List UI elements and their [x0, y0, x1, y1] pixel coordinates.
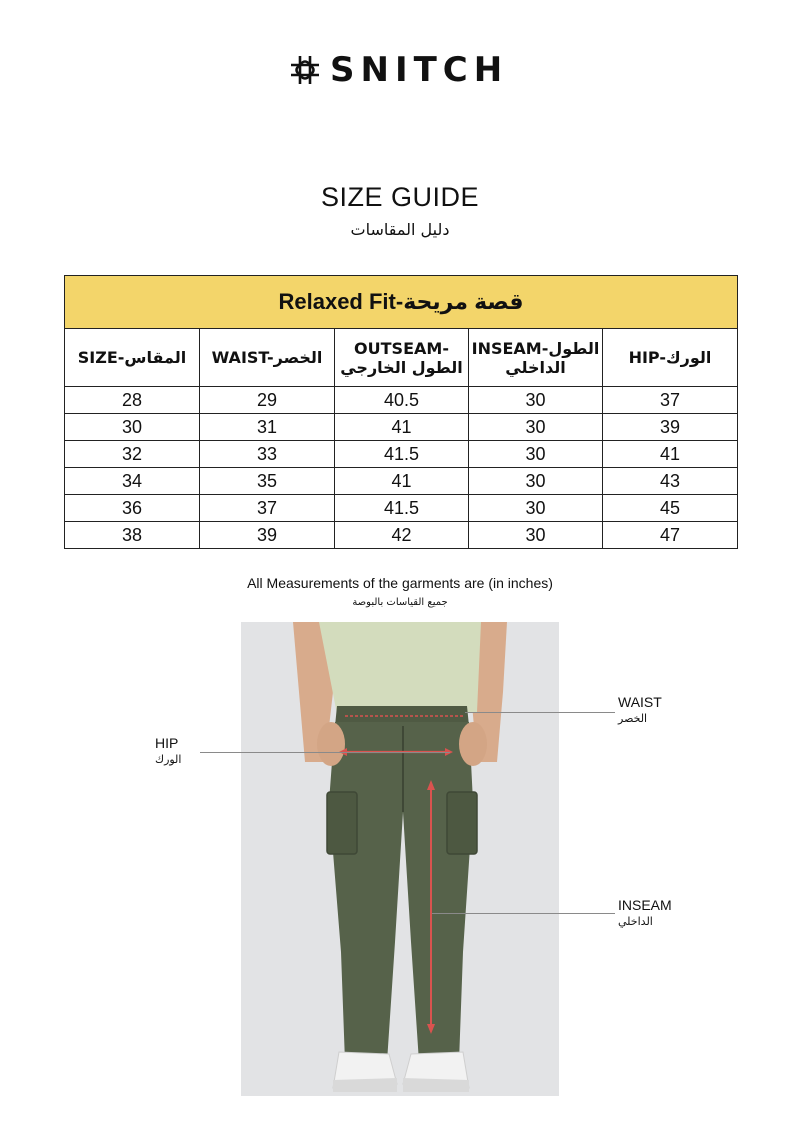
measurement-note-arabic: جميع القياسات بالبوصة	[352, 597, 448, 608]
cell-hip: 39	[603, 414, 738, 441]
fit-label: Relaxed Fit-قصة مريحة	[65, 276, 738, 329]
model-photo	[241, 622, 559, 1096]
cargo-pants-illustration	[241, 622, 559, 1096]
cell-hip: 37	[603, 387, 738, 414]
column-header-size: SIZE-المقاس	[65, 329, 200, 387]
brand-logo	[288, 50, 512, 90]
cell-size: 34	[65, 468, 200, 495]
cell-size: 30	[65, 414, 200, 441]
inseam-callout	[618, 897, 672, 928]
cell-outseam: 42	[335, 522, 469, 549]
hip-label-arabic: الورك	[155, 753, 182, 766]
table-row	[65, 495, 738, 522]
cell-outseam: 40.5	[335, 387, 469, 414]
page-title: SIZE GUIDE	[320, 182, 480, 212]
waist-label: WAIST	[618, 694, 662, 710]
measurement-note: All Measurements of the garments are (in inches)	[247, 575, 553, 591]
table-row	[65, 387, 738, 414]
cell-waist: 29	[200, 387, 335, 414]
column-header-inseam: INSEAM-الطول الداخلي	[469, 329, 603, 387]
cell-hip: 47	[603, 522, 738, 549]
column-header-hip: HIP-الورك	[603, 329, 738, 387]
cell-hip: 41	[603, 441, 738, 468]
table-row	[65, 468, 738, 495]
waist-label-arabic: الخصر	[618, 712, 648, 725]
page-subtitle: دليل المقاسات	[350, 220, 450, 239]
cell-waist: 31	[200, 414, 335, 441]
cell-outseam: 41	[335, 414, 469, 441]
cell-outseam: 41	[335, 468, 469, 495]
inseam-label: INSEAM	[618, 897, 672, 913]
cell-waist: 37	[200, 495, 335, 522]
hip-callout	[155, 735, 181, 766]
table-row	[65, 414, 738, 441]
column-header-outseam: OUTSEAM- الطول الخارجي	[335, 329, 469, 387]
cell-inseam: 30	[469, 441, 603, 468]
brand-name: SNITCH	[330, 50, 509, 90]
table-row	[65, 522, 738, 549]
cell-hip: 45	[603, 495, 738, 522]
cell-size: 32	[65, 441, 200, 468]
table-row	[65, 441, 738, 468]
cell-size: 38	[65, 522, 200, 549]
cell-hip: 43	[603, 468, 738, 495]
cell-inseam: 30	[469, 495, 603, 522]
cell-outseam: 41.5	[335, 441, 469, 468]
cell-waist: 39	[200, 522, 335, 549]
column-header-waist: WAIST-الخصر	[200, 329, 335, 387]
cell-waist: 33	[200, 441, 335, 468]
hash-grid-logo-icon	[288, 53, 322, 87]
waist-callout	[618, 694, 662, 725]
cell-inseam: 30	[469, 522, 603, 549]
hip-label: HIP	[155, 735, 179, 751]
cell-size: 28	[65, 387, 200, 414]
waist-leader-line	[465, 712, 615, 713]
cell-size: 36	[65, 495, 200, 522]
cell-outseam: 41.5	[335, 495, 469, 522]
size-table	[64, 275, 738, 549]
cell-inseam: 30	[469, 468, 603, 495]
hip-leader-line	[200, 752, 450, 753]
inseam-leader-line	[432, 913, 615, 914]
cell-inseam: 30	[469, 414, 603, 441]
cell-waist: 35	[200, 468, 335, 495]
inseam-label-arabic: الداخلي	[618, 915, 653, 928]
cell-inseam: 30	[469, 387, 603, 414]
